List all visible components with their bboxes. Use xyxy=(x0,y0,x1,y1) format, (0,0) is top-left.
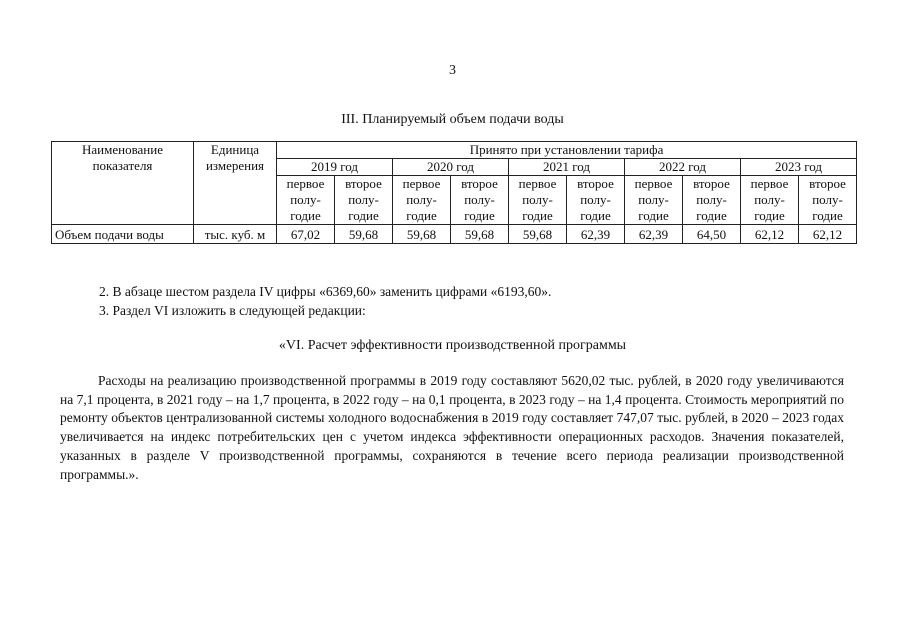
header-indicator: Наименование показателя xyxy=(52,142,194,225)
table-header-row xyxy=(52,142,857,159)
header-unit: Единица измерения xyxy=(194,142,277,225)
half-header: второе полу-годие xyxy=(335,176,393,225)
water-supply-table xyxy=(51,141,857,244)
year-header: 2021 год xyxy=(509,159,625,176)
year-header: 2022 год xyxy=(625,159,741,176)
half-header: второе полу-годие xyxy=(451,176,509,225)
subsection-title: «VI. Расчет эффективности производственной программы xyxy=(278,338,627,353)
value-cell: 67,02 xyxy=(277,225,335,244)
table-row xyxy=(52,225,857,244)
half-header: первое полу-годие xyxy=(277,176,335,225)
value-cell: 59,68 xyxy=(451,225,509,244)
value-cell: 64,50 xyxy=(683,225,741,244)
row-unit: тыс. куб. м xyxy=(194,225,277,244)
year-header: 2023 год xyxy=(741,159,857,176)
page-number: 3 xyxy=(449,63,456,78)
half-header: первое полу-годие xyxy=(625,176,683,225)
value-cell: 59,68 xyxy=(509,225,567,244)
year-header: 2020 год xyxy=(393,159,509,176)
year-header: 2019 год xyxy=(277,159,393,176)
amendment-item-2: 2. В абзаце шестом раздела IV цифры «6369,60» заменить цифрами «6193,60». xyxy=(99,284,552,299)
value-cell: 59,68 xyxy=(335,225,393,244)
half-header: первое полу-годие xyxy=(393,176,451,225)
half-header: второе полу-годие xyxy=(683,176,741,225)
amendment-item-3: 3. Раздел VI изложить в следующей редакции: xyxy=(99,303,366,318)
value-cell: 62,39 xyxy=(625,225,683,244)
half-header: второе полу-годие xyxy=(799,176,857,225)
row-indicator: Объем подачи воды xyxy=(52,225,194,244)
value-cell: 62,12 xyxy=(741,225,799,244)
efficiency-paragraph xyxy=(60,372,844,484)
paragraph-text: Расходы на реализацию производственной программы в 2019 году составляют 5620,02 тыс. рублей, в 2020 году увеличиваются на 7,1 процента, в 2021 году – на 1,7 процента, в 2022 году – на 0,1 процента, в 2023 году – на 1,4 процента. Стоимость мероприятий по ремонту объектов централизованной системы холодного водоснабжения в 2019 году составляет 747,07 тыс. рублей, в 2020 – 2023 годах увеличивается на индекс потребительских цен с учетом индекса эффективности операционных расходов. Значения показателей, указанных в разделе V производственной программы, сохраняются в течение всего периода реализации производственной программы.». xyxy=(60,373,844,482)
value-cell: 59,68 xyxy=(393,225,451,244)
value-cell: 62,12 xyxy=(799,225,857,244)
value-cell: 62,39 xyxy=(567,225,625,244)
half-header: первое полу-годие xyxy=(509,176,567,225)
half-header: первое полу-годие xyxy=(741,176,799,225)
half-header: второе полу-годие xyxy=(567,176,625,225)
header-tariff: Принято при установлении тарифа xyxy=(277,142,857,159)
section-title: III. Планируемый объем подачи воды xyxy=(341,112,564,127)
